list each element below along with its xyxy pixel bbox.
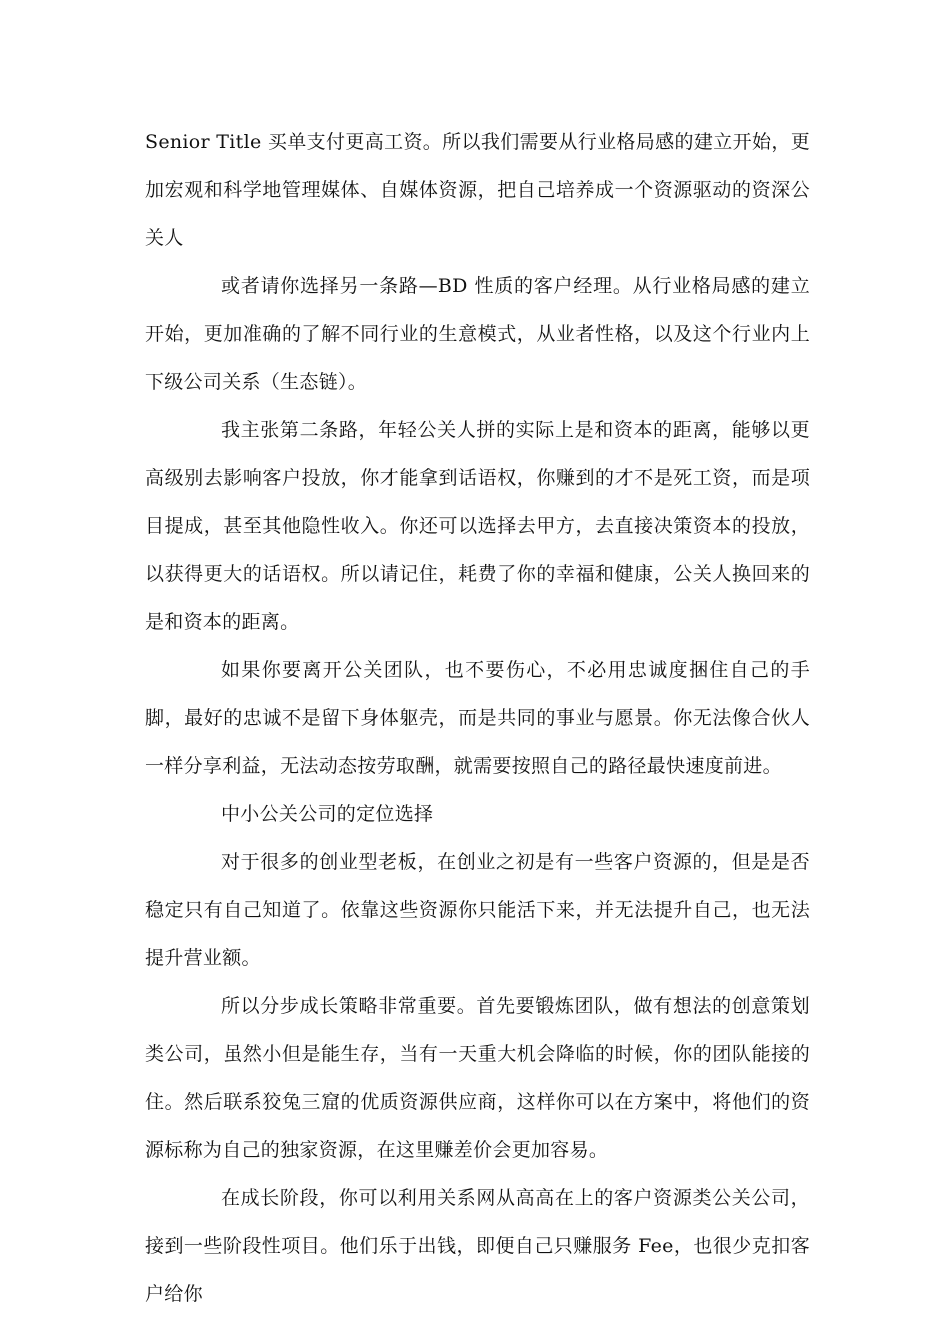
paragraph-bd-path: 或者请你选择另一条路—BD 性质的客户经理。从行业格局感的建立开始，更加准确的了解不同行业的生意模式，从业者性格，以及这个行业内上下级公司关系（生态链）。 — [145, 275, 810, 393]
paragraph-startup-boss: 对于很多的创业型老板，在创业之初是有一些客户资源的，但是是否稳定只有自己知道了。依靠这些资源你只能活下来，并无法提升自己，也无法提升营业额。 — [145, 851, 810, 969]
paragraph-growth-strategy: 所以分步成长策略非常重要。首先要锻炼团队，做有想法的创意策划类公司，虽然小但是能生存，当有一天重大机会降临的时候，你的团队能接的住。然后联系狡兔三窟的优质资源供应商，这样你可以在方案中，将他们的资源标称为自己的独家资源，在这里赚差价会更加容易。 — [145, 995, 810, 1161]
paragraph-senior-title: Senior Title 买单支付更高工资。所以我们需要从行业格局感的建立开始，更加宏观和科学地管理媒体、自媒体资源，把自己培养成一个资源驱动的资深公关人 — [145, 131, 810, 249]
section-heading: 中小公关公司的定位选择 — [221, 803, 434, 825]
document-body — [145, 118, 810, 1318]
paragraph-second-path: 我主张第二条路，年轻公关人拼的实际上是和资本的距离，能够以更高级别去影响客户投放，你才能拿到话语权，你赚到的才不是死工资，而是项目提成，甚至其他隐性收入。你还可以选择去甲方，去直接决策资本的投放，以获得更大的话语权。所以请记住，耗费了你的幸福和健康，公关人换回来的是和资本的距离。 — [145, 419, 810, 633]
paragraph-leaving-team: 如果你要离开公关团队，也不要伤心，不必用忠诚度捆住自己的手脚，最好的忠诚不是留下身体躯壳，而是共同的事业与愿景。你无法像合伙人一样分享利益，无法动态按劳取酬，就需要按照自己的路径最快速度前进。 — [145, 659, 810, 777]
paragraph-growth-stage: 在成长阶段，你可以利用关系网从高高在上的客户资源类公关公司，接到一些阶段性项目。他们乐于出钱，即便自己只赚服务 Fee，也很少克扣客户给你 — [145, 1187, 810, 1305]
